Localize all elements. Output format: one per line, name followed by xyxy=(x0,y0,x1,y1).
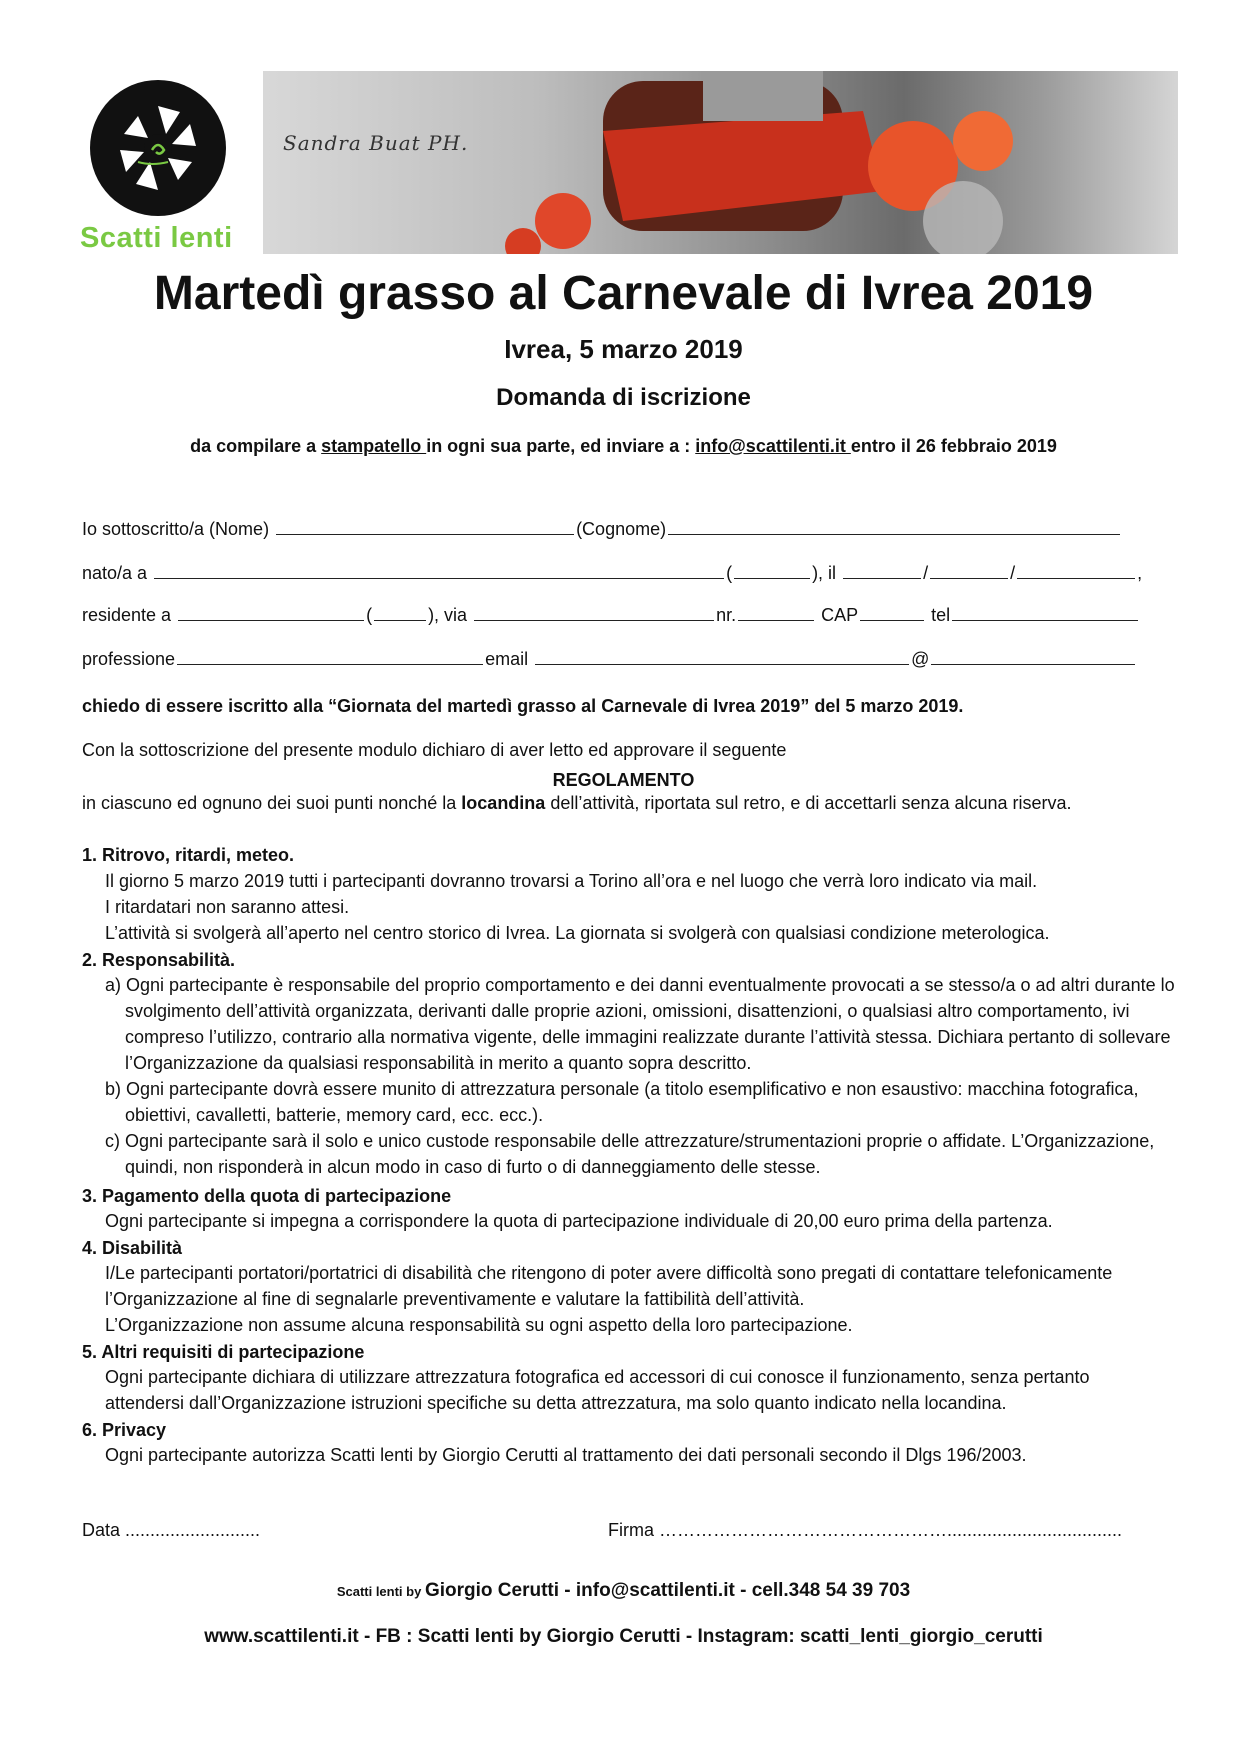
section-6-title: 6. Privacy xyxy=(82,1420,167,1440)
section-2-title: 2. Responsabilità. xyxy=(82,950,236,970)
at-label: @ xyxy=(911,649,930,669)
tel-label: tel xyxy=(926,605,951,625)
via-label: ), via xyxy=(428,605,473,625)
email-link[interactable]: info@scattilenti.it xyxy=(695,436,851,456)
via-field[interactable] xyxy=(474,604,714,621)
camera-aperture-icon xyxy=(82,78,242,228)
numero-field[interactable] xyxy=(738,604,814,621)
email-domain-field[interactable] xyxy=(931,648,1135,665)
form-row-address: residente a ( ), via nr. CAP tel xyxy=(82,604,1140,626)
giorno-field[interactable] xyxy=(843,562,921,579)
residente-label: residente a xyxy=(82,605,177,625)
request-text: chiedo di essere iscritto alla “Giornata del martedì grasso al Carnevale di Ivrea 2019” del 5 marzo 2019. xyxy=(82,696,964,716)
section-1-line-3: L’attività si svolgerà all’aperto nel centro storico di Ivrea. La giornata si svolgerà con qualsiasi condizione meterologica. xyxy=(105,923,1050,943)
declaration-text: Con la sottoscrizione del presente modulo dichiaro di aver letto ed approvare il seguente xyxy=(82,740,787,760)
anno-field[interactable] xyxy=(1017,562,1135,579)
instructions-text-1: da compilare a xyxy=(190,436,322,456)
section-3-line-1: Ogni partecipante si impegna a corrispondere la quota di partecipazione individuale di 20,00 euro prima della partenza. xyxy=(105,1211,1053,1231)
instructions-text-2: in ogni sua parte, ed inviare a : xyxy=(426,436,696,456)
nome-label: Io sottoscritto/a (Nome) xyxy=(82,519,275,539)
signature-field[interactable]: Firma …………………………………………................................... xyxy=(608,1520,1123,1540)
instructions xyxy=(0,436,1247,457)
section-2-b: b) Ogni partecipante dovrà essere munito di attrezzatura personale (a titolo esemplificativo e non esaustivo: macchina fotografica, obiettivi, cavalletti, batterie, memory card, ecc. ecc.). xyxy=(105,1079,1139,1125)
provincia-nascita-field[interactable] xyxy=(734,562,810,579)
form-row-profession xyxy=(82,648,1137,670)
nome-field[interactable] xyxy=(276,518,574,535)
nato-label: nato/a a xyxy=(82,563,153,583)
section-4-title: 4. Disabilità xyxy=(82,1238,183,1258)
declaration-text-2 xyxy=(82,790,1162,816)
tel-field[interactable] xyxy=(952,604,1138,621)
header-banner-photo xyxy=(263,71,1178,254)
professione-label: professione xyxy=(82,649,176,669)
date-field[interactable]: Data ........................... xyxy=(82,1520,261,1540)
logo-text: Scatti lenti xyxy=(80,222,233,254)
professione-field[interactable] xyxy=(177,648,483,665)
form-title: Domanda di iscrizione xyxy=(496,384,751,411)
footer-social: www.scattilenti.it - FB : Scatti lenti by Giorgio Cerutti - Instagram: scatti_lenti_giorgio_cerutti xyxy=(204,1626,1043,1647)
instructions-stampatello: stampatello xyxy=(321,436,427,456)
section-1-line-1: Il giorno 5 marzo 2019 tutti i partecipanti dovranno trovarsi a Torino all’ora e nel luogo che verrà loro indicato via mail. xyxy=(105,871,1038,891)
instructions-text-3: entro il 26 febbraio 2019 xyxy=(850,436,1057,456)
citta-field[interactable] xyxy=(178,604,364,621)
cognome-label: (Cognome) xyxy=(576,519,667,539)
il-label: ), il xyxy=(812,563,842,583)
email-user-field[interactable] xyxy=(535,648,909,665)
declaration-part-a: in ciascuno ed ognuno dei suoi punti nonché la xyxy=(82,793,462,813)
declaration-locandina: locandina xyxy=(461,793,546,813)
section-1-line-2: I ritardatari non saranno attesi. xyxy=(105,897,350,917)
event-date: Ivrea, 5 marzo 2019 xyxy=(504,334,743,364)
section-4-line-2: L’Organizzazione non assume alcuna responsabilità su ogni aspetto della loro partecipazione. xyxy=(105,1315,853,1335)
cognome-field[interactable] xyxy=(668,518,1120,535)
cap-label: CAP xyxy=(816,605,859,625)
declaration-part-c: dell’attività, riportata sul retro, e di accettarli senza alcuna riserva. xyxy=(545,793,1072,813)
luogo-nascita-field[interactable] xyxy=(154,562,724,579)
footer-contacts-text: Giorgio Cerutti - info@scattilenti.it - cell.348 54 39 703 xyxy=(424,1580,911,1601)
regolamento-heading: REGOLAMENTO xyxy=(552,770,695,790)
section-6-line-1: Ogni partecipante autorizza Scatti lenti by Giorgio Cerutti al trattamento dei dati personali secondo il Dlgs 196/2003. xyxy=(105,1445,1027,1465)
photo-credit: Sandra Buat PH. xyxy=(283,131,469,155)
section-5-line-1: Ogni partecipante dichiara di utilizzare attrezzatura fotografica ed accessori di cui conosce il funzionamento, senza pertanto attendersi dall’Organizzazione istruzioni specifiche su detta attrezzatura, ma solo quanto indicato nella locandina. xyxy=(105,1367,1090,1413)
footer-contacts xyxy=(0,1580,1247,1602)
cap-field[interactable] xyxy=(860,604,924,621)
mese-field[interactable] xyxy=(930,562,1008,579)
section-2-c: c) Ogni partecipante sarà il solo e unico custode responsabile delle attrezzature/strumentazioni proprie o affidate. L’Organizzazione, quindi, non risponderà in alcun modo in caso di furto o di danneggiamento delle stesse. xyxy=(105,1131,1155,1177)
email-label: email xyxy=(485,649,534,669)
nr-label: nr. xyxy=(716,605,737,625)
footer-by: Scatti lenti by xyxy=(336,1584,425,1599)
provincia-field[interactable] xyxy=(374,604,426,621)
section-3-title: 3. Pagamento della quota di partecipazione xyxy=(82,1186,452,1206)
section-1-title: 1. Ritrovo, ritardi, meteo. xyxy=(82,845,295,865)
form-row-name xyxy=(82,518,1122,540)
page-title: Martedì grasso al Carnevale di Ivrea 2019 xyxy=(153,267,1094,320)
section-4-line-1: I/Le partecipanti portatori/portatrici di disabilità che ritengono di poter avere difficoltà sono pregati di contattare telefonicamente l’Organizzazione al fine di segnalarle preventivamente e valutare la fattibilità dell’attività. xyxy=(105,1263,1113,1309)
section-5-title: 5. Altri requisiti di partecipazione xyxy=(82,1342,365,1362)
form-row-birth: nato/a a ( ), il / / , xyxy=(82,563,1143,583)
section-2-a: a) Ogni partecipante è responsabile del proprio comportamento e dei danni eventualmente provocati a se stesso/a o ad altri durante lo svolgimento dell’attività organizzata, derivanti dalle proprie azioni, omissioni, disattenzioni, o qualsiasi altro comportamento, ivi compreso l’utilizzo, contrario alla normativa vigente, delle immagini realizzate durante l’attività stessa. Dichiara pertanto di sollevare l’Organizzazione da qualsiasi responsabilità in merito a quanto sopra descritto. xyxy=(105,975,1175,1073)
